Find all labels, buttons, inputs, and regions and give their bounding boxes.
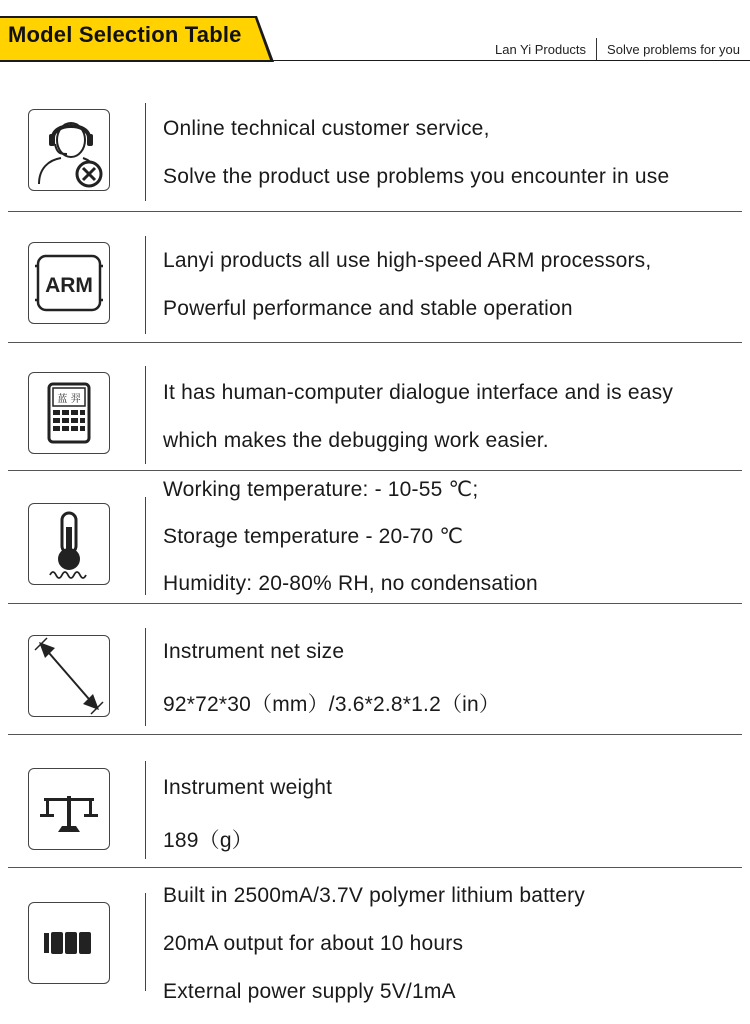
device-screen-text: 蓝 羿 [57,394,81,405]
thermometer-icon [28,503,110,585]
diagonal-arrow-icon [29,636,109,716]
row-divider [8,734,742,735]
chip-outline-icon [32,246,106,320]
row-text: Humidity: 20-80% RH, no condensation [163,572,538,595]
balance-scale-icon [32,772,106,846]
row-vertical-rule [145,103,146,201]
row-vertical-rule [145,893,146,991]
row-text: Built in 2500mA/3.7V polymer lithium battery [163,884,585,907]
row-vertical-rule [145,628,146,726]
row-vertical-rule [145,366,146,464]
customer-service-icon [28,109,110,191]
row-text: It has human-computer dialogue interface and is easy [163,381,674,404]
row-divider [8,603,742,604]
battery-icon [28,902,110,984]
row-text: Powerful performance and stable operation [163,297,573,320]
row-text: Solve the product use problems you encounter in use [163,165,670,188]
row-text: which makes the debugging work easier. [163,429,549,452]
row-divider [8,867,742,868]
row-text: Instrument net size [163,640,345,663]
row-text: 189（g） [163,829,253,852]
row-divider [8,211,742,212]
arm-chip-icon [28,242,110,324]
row-text: 92*72*30（mm）/3.6*2.8*1.2（in） [163,693,501,716]
dimension-arrow-icon [28,635,110,717]
device-keypad-icon [28,372,110,454]
row-vertical-rule [145,236,146,334]
header [0,0,750,62]
row-vertical-rule [145,497,146,595]
header-tagline [495,38,740,60]
brand-name: Lan Yi Products [494,41,587,57]
row-text: Instrument weight [163,776,333,799]
row-divider [8,470,742,471]
header-rule [0,60,750,61]
battery-glyph-icon [32,906,106,980]
row-text: Working temperature: - 10-55 ℃; [163,478,479,501]
row-text: External power supply 5V/1mA [163,980,456,1003]
row-text: Lanyi products all use high-speed ARM processors, [163,249,652,272]
chip-label: ARM [45,274,93,297]
row-text: Storage temperature - 20-70 ℃ [163,525,464,548]
row-vertical-rule [145,761,146,859]
scale-icon [28,768,110,850]
brand-slogan: Solve problems for you [607,41,740,57]
page-title: Model Selection Table [8,22,242,47]
row-divider [8,342,742,343]
thermometer-glyph-icon [32,507,106,581]
controller-device-icon [32,376,106,450]
row-text: Online technical customer service, [163,117,490,140]
headset-person-icon [31,112,107,188]
row-text: 20mA output for about 10 hours [163,932,464,955]
header-separator [596,38,597,60]
